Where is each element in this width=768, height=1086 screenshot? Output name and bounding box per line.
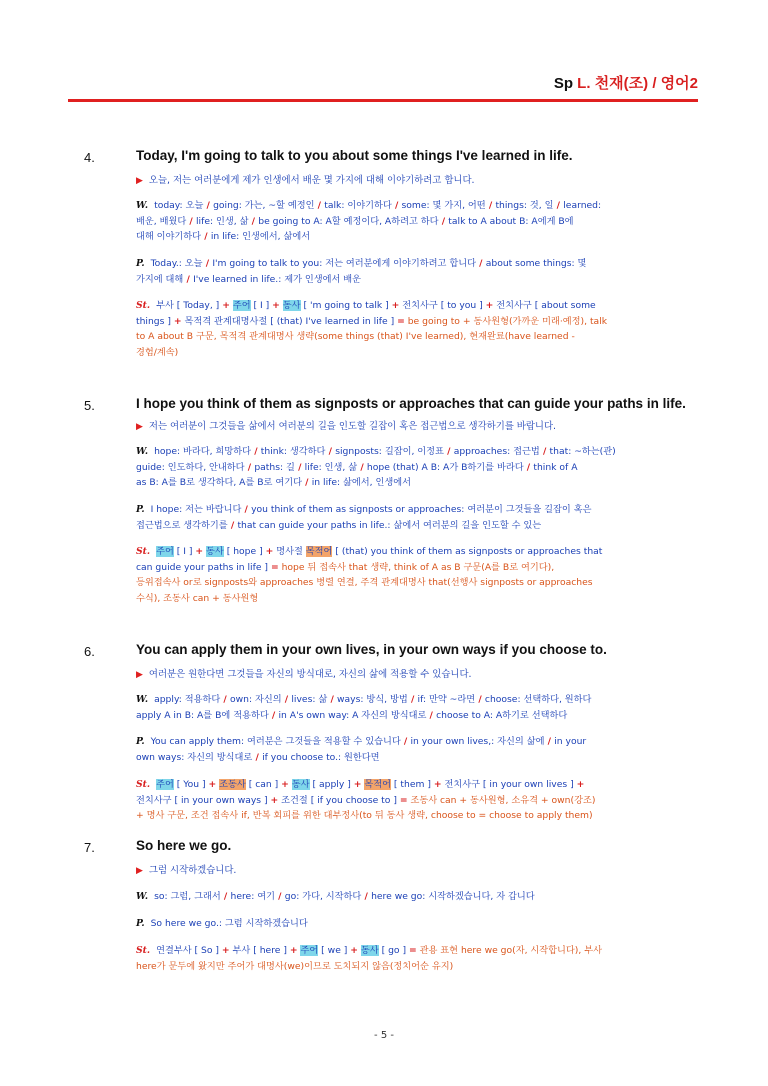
- st-tag: St.: [136, 300, 151, 311]
- header-rule: [68, 99, 698, 102]
- separator: /: [274, 891, 285, 902]
- note-text: [ 'm going to talk ]: [303, 300, 389, 311]
- note-entry: in life: 인생에서, 삶에서: [210, 231, 311, 242]
- english-sentence: I hope you think of them as signposts or approaches that can guide your paths in life.: [136, 396, 686, 411]
- note-entry: going: 가는, ~할 예정인: [213, 200, 315, 211]
- note-text: 조동사 can + 동사원형, 소유격 + own(강조): [410, 794, 596, 806]
- header-sp: Sp: [553, 75, 573, 92]
- separator: /: [325, 446, 336, 457]
- w-tag: W.: [136, 694, 149, 705]
- separator: /: [241, 504, 252, 515]
- korean-translation: [136, 666, 472, 680]
- header-subject: 영어2: [660, 75, 698, 92]
- note-text: 전치사구: [136, 794, 172, 806]
- note-text: [ about some: [534, 300, 596, 311]
- separator: /: [391, 200, 402, 211]
- note-entry: hope (that) A B: A가 B하기를 바라다: [366, 461, 524, 473]
- word-notes: [136, 692, 718, 723]
- word-notes: [136, 889, 718, 905]
- note-text: 부사: [232, 945, 251, 956]
- separator: /: [201, 231, 211, 242]
- note-text: [ in your own lives ]: [482, 779, 574, 790]
- operator-symbol: +: [576, 779, 585, 790]
- note-text: 부사: [156, 300, 174, 311]
- note-entry: I've learned in life.: 제가 인생에서 배운: [193, 273, 362, 285]
- note-line: [136, 216, 574, 227]
- separator: /: [443, 446, 454, 457]
- separator: /: [426, 709, 437, 721]
- note-entry: that: ~하는(관): [549, 446, 616, 457]
- note-entry: in A's own way: A 자신의 방식대로: [278, 709, 427, 721]
- item-number: 5.: [84, 398, 95, 413]
- note-entry: if you choose to.: 원한다면: [262, 751, 380, 763]
- operator-symbol: +: [272, 300, 280, 311]
- note-entry: I'm going to talk to you: 저는 여러분에게 이야기하려고 합니다: [212, 258, 476, 269]
- english-sentence: So here we go.: [136, 838, 232, 853]
- note-entry: lives: 삶: [291, 694, 328, 705]
- note-entry: here we go: 시작하겠습니다, 자 갑니다: [371, 891, 535, 902]
- note-line: [136, 231, 310, 242]
- operator-symbol: +: [208, 779, 217, 790]
- note-line: [136, 710, 567, 721]
- note-entry: so: 그럼, 그래서: [154, 891, 221, 902]
- note-text: 명사절: [276, 546, 303, 557]
- note-entry: some: 몇 가지, 어떤: [401, 200, 486, 211]
- separator: /: [281, 694, 292, 705]
- note-entry: guide: 인도하다, 안내하다: [136, 461, 245, 473]
- separator: /: [203, 200, 214, 211]
- note-entry: own: 자신의: [230, 694, 282, 705]
- note-text: [ we ]: [321, 945, 348, 956]
- note-text: 경험/계속): [136, 346, 179, 358]
- separator: /: [475, 694, 485, 705]
- note-line: [136, 462, 577, 473]
- header-level: L.: [577, 75, 591, 92]
- note-text: 주어: [156, 779, 174, 790]
- note-line: [151, 736, 587, 747]
- operator-symbol: +: [281, 779, 289, 790]
- phrase-notes: [136, 502, 718, 533]
- triangle-bullet-icon: ▶: [136, 422, 143, 432]
- translation-text: 여러분은 원한다면 그것들을 자신의 방식대로, 자신의 삶에 적용할 수 있습니다.: [148, 669, 472, 680]
- separator: /: [186, 215, 196, 227]
- note-text: 등위접속사 or로 signposts와 approaches 병렬 연결, 주격 관계대명사 that(선행사 signposts or approaches: [136, 577, 593, 588]
- operator-symbol: +: [222, 300, 230, 311]
- note-entry: choose: 선택하다, 원하다: [484, 694, 592, 705]
- note-line: [151, 258, 587, 269]
- note-entry: you think of them as signposts or approaches: 여러분이 그것들을 길잡이 혹은: [251, 504, 592, 515]
- note-text: 주어: [300, 945, 319, 956]
- note-entry: life: 인생, 삶: [304, 461, 358, 473]
- separator: /: [544, 736, 555, 747]
- operator-symbol: +: [221, 945, 230, 956]
- separator: /: [220, 891, 231, 902]
- separator: /: [252, 751, 263, 763]
- note-entry: I hope: 저는 바랍니다: [150, 504, 242, 515]
- korean-translation: [136, 418, 556, 432]
- operator-symbol: +: [270, 794, 279, 806]
- separator: /: [314, 200, 325, 211]
- note-text: 수식), 조동사 can + 동사원형: [136, 592, 259, 604]
- translation-text: 오늘, 저는 여러분에게 제가 인생에서 배운 몇 가지에 대해 이야기하려고 합니다.: [148, 175, 475, 186]
- note-text: [ go ]: [381, 945, 407, 956]
- operator-symbol: +: [265, 546, 274, 557]
- p-tag: P.: [136, 918, 145, 929]
- separator: /: [268, 709, 279, 721]
- separator: /: [248, 215, 259, 227]
- operator-symbol: =: [399, 794, 408, 806]
- note-text: [ in your own ways ]: [174, 794, 268, 806]
- note-line: [136, 752, 380, 763]
- note-entry: life: 인생, 삶: [195, 215, 249, 227]
- note-text: [ hope ]: [226, 546, 263, 557]
- item-number: 4.: [84, 150, 95, 165]
- note-entry: 접근법으로 생각하기를: [136, 519, 228, 531]
- separator: /: [244, 461, 255, 473]
- note-text: [ Today, ]: [176, 300, 220, 311]
- english-sentence: You can apply them in your own lives, in your own ways if you choose to.: [136, 642, 607, 657]
- note-text: 목적어: [364, 779, 391, 790]
- note-text: hope 뒤 접속사 that 생략, think of A as B 구문(A를 B로 여기다),: [281, 561, 555, 573]
- note-text: [ them ]: [393, 779, 431, 790]
- note-line: [151, 918, 308, 929]
- note-text: 조동사: [219, 779, 246, 790]
- note-entry: about some things: 몇: [485, 258, 587, 269]
- separator: /: [407, 694, 418, 705]
- note-text: here가 문두에 왔지만 주어가 대명사(we)이므로 도치되지 않음(정치어순 유지): [136, 960, 454, 972]
- note-entry: signposts: 길잡이, 이정표: [335, 446, 444, 457]
- note-line: [151, 504, 592, 515]
- note-text: [ here ]: [253, 945, 287, 956]
- note-entry: paths: 길: [254, 461, 295, 473]
- item-number: 6.: [84, 644, 95, 659]
- note-line: [136, 520, 541, 531]
- note-text: [ You ]: [176, 779, 206, 790]
- note-entry: talk: 이야기하다: [324, 200, 392, 211]
- note-entry: apply A in B: A를 B에 적용하다: [136, 709, 269, 721]
- translation-text: 그럼 시작하겠습니다.: [148, 865, 237, 876]
- note-entry: here: 여기: [230, 891, 275, 902]
- note-entry: approaches: 접근법: [453, 446, 540, 457]
- separator: /: [183, 273, 194, 285]
- note-entry: apply: 적용하다: [154, 694, 221, 705]
- note-entry: choose to A: A하기로 선택하다: [436, 709, 568, 721]
- note-entry: ways: 방식, 방법: [337, 694, 408, 705]
- separator: /: [523, 461, 534, 473]
- note-entry: You can apply them: 여러분은 그것들을 적용할 수 있습니다: [150, 736, 401, 747]
- separator: /: [357, 461, 367, 473]
- note-text: things ]: [136, 315, 171, 327]
- phrase-notes: [136, 256, 718, 287]
- translation-text: 저는 여러분이 그것들을 삶에서 여러분의 길을 인도할 길잡이 혹은 접근법으로 생각하기를 바랍니다.: [148, 421, 556, 432]
- header-publisher: 천재(조): [594, 75, 649, 92]
- note-line: [154, 446, 616, 457]
- note-entry: So here we go.: 그럼 시작하겠습니다: [150, 918, 308, 929]
- note-text: [ I ]: [176, 546, 193, 557]
- note-text: 주어: [156, 546, 174, 557]
- separator: /: [220, 694, 230, 705]
- note-entry: today: 오늘: [154, 200, 204, 211]
- note-entry: think: 생각하다: [260, 446, 326, 457]
- note-text: [ I ]: [253, 300, 270, 311]
- separator: /: [202, 258, 213, 269]
- page-header: [554, 72, 698, 93]
- operator-symbol: +: [289, 945, 298, 956]
- note-text: [ can ]: [248, 779, 279, 790]
- note-text: 관용 표현 here we go(자, 시작합니다), 부사: [419, 945, 602, 956]
- separator: /: [301, 477, 312, 488]
- note-text: 전치사구: [402, 300, 438, 311]
- korean-translation: [136, 862, 236, 876]
- w-tag: W.: [136, 891, 149, 902]
- note-entry: 대해 이야기하다: [136, 231, 202, 242]
- note-text: to A about B 구문, 목적격 관계대명사 생략(some things (that) I've learned), 현재완료(have learned -: [136, 331, 575, 342]
- note-text: [ if you choose to ]: [310, 794, 397, 806]
- st-tag: St.: [136, 546, 151, 557]
- separator: /: [438, 215, 449, 227]
- note-text: [ apply ]: [312, 779, 351, 790]
- operator-symbol: +: [195, 546, 204, 557]
- note-text: [ So ]: [194, 945, 219, 956]
- note-text: 전치사구: [496, 300, 532, 311]
- structure-notes: [136, 298, 718, 360]
- english-sentence: Today, I'm going to talk to you about some things I've learned in life.: [136, 148, 573, 163]
- note-text: 목적격 관계대명사절: [184, 315, 268, 327]
- note-text: [ (that) I've learned in life ]: [270, 315, 395, 327]
- separator: /: [539, 446, 550, 457]
- word-notes: [136, 444, 718, 491]
- operator-symbol: +: [353, 779, 362, 790]
- separator: /: [553, 200, 564, 211]
- note-line: [154, 694, 591, 705]
- separator: /: [227, 519, 238, 531]
- note-entry: be going to A: A할 예정이다, A하려고 하다: [258, 215, 439, 227]
- structure-notes: [136, 943, 718, 974]
- operator-symbol: +: [485, 300, 494, 311]
- note-text: 주어: [232, 300, 251, 311]
- item-number: 7.: [84, 840, 95, 855]
- note-text: 동사: [206, 546, 224, 557]
- note-text: + 명사 구문, 조건 접속사 if, 반복 회피를 위한 대부정사(to 뒤 동사 생략, choose to = choose to apply them): [136, 810, 593, 821]
- header-slash: /: [652, 75, 657, 92]
- operator-symbol: +: [350, 945, 358, 956]
- operator-symbol: =: [408, 945, 417, 956]
- separator: /: [251, 446, 261, 457]
- note-text: 목적어: [305, 546, 333, 557]
- triangle-bullet-icon: ▶: [136, 176, 143, 186]
- note-entry: in your own lives,: 자신의 삶에: [410, 736, 545, 747]
- note-text: be going to + 동사원형(가까운 미래·예정), talk: [407, 315, 608, 327]
- note-text: 동사: [360, 945, 379, 956]
- note-entry: own ways: 자신의 방식대로: [136, 751, 253, 763]
- page-number: - 5 -: [374, 1030, 394, 1041]
- separator: /: [475, 258, 486, 269]
- structure-notes: [136, 777, 718, 824]
- note-text: 전치사구: [444, 779, 480, 790]
- note-line: [136, 477, 411, 488]
- note-text: 조건절: [281, 794, 308, 806]
- st-tag: St.: [136, 945, 151, 956]
- note-line: [136, 274, 361, 285]
- separator: /: [361, 891, 372, 902]
- note-text: 연결부사: [156, 945, 192, 956]
- operator-symbol: +: [173, 315, 182, 327]
- note-entry: think of A: [533, 461, 578, 473]
- operator-symbol: =: [397, 315, 405, 327]
- korean-translation: [136, 172, 475, 186]
- structure-notes: [136, 544, 718, 606]
- operator-symbol: +: [433, 779, 442, 790]
- note-entry: go: 가다, 시작하다: [284, 891, 362, 902]
- note-entry: 배운, 배웠다: [136, 215, 187, 227]
- note-text: [ (that) you think of them as signposts or approaches that: [335, 546, 603, 557]
- note-entry: hope: 바라다, 희망하다: [154, 446, 252, 457]
- note-line: [154, 891, 535, 902]
- st-tag: St.: [136, 779, 151, 790]
- note-text: 동사: [282, 300, 301, 311]
- note-entry: learned:: [563, 200, 602, 211]
- note-entry: Today.: 오늘: [150, 258, 203, 269]
- note-text: can guide your paths in life ]: [136, 561, 269, 573]
- separator: /: [327, 694, 338, 705]
- triangle-bullet-icon: ▶: [136, 670, 143, 680]
- word-notes: [136, 198, 718, 245]
- note-line: [154, 200, 601, 211]
- note-entry: in life: 삶에서, 인생에서: [311, 477, 412, 488]
- operator-symbol: =: [270, 561, 279, 573]
- w-tag: W.: [136, 200, 149, 211]
- separator: /: [485, 200, 496, 211]
- operator-symbol: +: [391, 300, 400, 311]
- separator: /: [294, 461, 305, 473]
- note-entry: as B: A를 B로 생각하다, A를 B로 여기다: [136, 477, 302, 488]
- note-entry: if: 만약 ~라면: [417, 694, 476, 705]
- separator: /: [400, 736, 411, 747]
- note-entry: that can guide your paths in life.: 삶에서 여러분의 길을 인도할 수 있는: [237, 519, 542, 531]
- note-entry: 가지에 대해: [136, 273, 184, 285]
- phrase-notes: [136, 734, 718, 765]
- p-tag: P.: [136, 736, 145, 747]
- p-tag: P.: [136, 504, 145, 515]
- note-text: [ to you ]: [440, 300, 483, 311]
- note-entry: talk to A about B: A에게 B에: [448, 215, 574, 227]
- note-entry: in your: [554, 736, 587, 747]
- note-entry: things: 것, 일: [495, 200, 554, 211]
- phrase-notes: [136, 916, 718, 932]
- p-tag: P.: [136, 258, 145, 269]
- triangle-bullet-icon: ▶: [136, 866, 143, 876]
- note-text: 동사: [291, 779, 310, 790]
- w-tag: W.: [136, 446, 149, 457]
